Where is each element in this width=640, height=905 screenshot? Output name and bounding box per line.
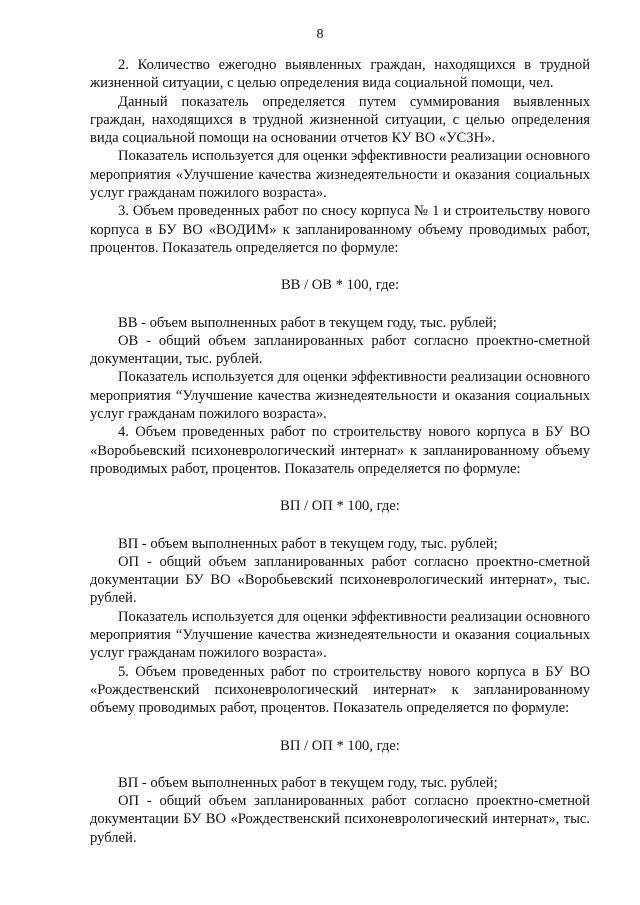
paragraph-item-2-usage: Показатель используется для оценки эффективности реализации основного мероприятия «Улучшение качества жизнедеятельности и оказания социальных услуг гражданам пожилого возраста». bbox=[90, 148, 590, 202]
definition-vv: ВВ - объем выполненных работ в текущем году, тыс. рублей; bbox=[118, 314, 497, 331]
paragraph-item-3: 3. Объем проведенных работ по сносу корпуса № 1 и строительству нового корпуса в БУ ВО «ВОДИМ» к запланированному объему проводимых работ, процентов. Показатель определяется по формуле: bbox=[90, 203, 590, 256]
paragraph-item-2: 2. Количество ежегодно выявленных граждан, находящихся в трудной жизненной ситуации, с целью определения вида социальной помощи, чел. bbox=[90, 57, 590, 92]
document-body bbox=[90, 56, 590, 847]
formula-vp-op-rozhdestvensky: ВП / ОП * 100, где: bbox=[280, 737, 400, 754]
paragraph-item-4-usage: Показатель используется для оценки эффективности реализации основного мероприятия “Улучшение качества жизнедеятельности и оказания социальных услуг гражданам пожилого возраста». bbox=[90, 608, 590, 662]
definition-vp-vorobyevsky: ВП - объем выполненных работ в текущем году, тыс. рублей; bbox=[118, 535, 498, 552]
formula-vv-ov: ВВ / ОВ * 100, где: bbox=[280, 277, 400, 294]
paragraph-item-4: 4. Объем проведенных работ по строительству нового корпуса в БУ ВО «Воробьевский психоневрологический интернат» к запланированному объему проводимых работ, процентов. Показатель определяется по формуле: bbox=[90, 424, 590, 477]
paragraph-item-3-usage: Показатель используется для оценки эффективности реализации основного мероприятия “Улучшение качества жизнедеятельности и оказания социальных услуг гражданам пожилого возраста». bbox=[90, 369, 590, 423]
paragraph-item-5: 5. Объем проведенных работ по строительству нового корпуса в БУ ВО «Рождественский психоневрологический интернат» к запланированному объему проводимых работ, процентов. Показатель определяется по формуле: bbox=[90, 663, 590, 717]
definition-ov: ОВ - общий объем запланированных работ согласно проектно-сметной документации, тыс. рублей. bbox=[90, 332, 590, 368]
page-number: 8 bbox=[316, 27, 324, 42]
definition-op-vorobyevsky: ОП - общий объем запланированных работ согласно проектно-сметной документации БУ ВО «Воробьевский психоневрологический интернат», тыс. рублей. bbox=[90, 553, 590, 607]
definition-op-rozhdestvensky: ОП - общий объем запланированных работ согласно проектно-сметной документации БУ ВО «Рождественский психоневрологический интернат», тыс. рублей. bbox=[90, 793, 590, 846]
formula-vp-op-vorobyevsky: ВП / ОП * 100, где: bbox=[280, 498, 400, 515]
definition-vp-rozhdestvensky: ВП - объем выполненных работ в текущем году, тыс. рублей; bbox=[118, 774, 498, 791]
paragraph-item-2-method: Данный показатель определяется путем суммирования выявленных граждан, находящихся в трудной жизненной ситуации, с целью определения вида социальной помощи на основании отчетов КУ ВО «УСЗН». bbox=[90, 93, 590, 147]
